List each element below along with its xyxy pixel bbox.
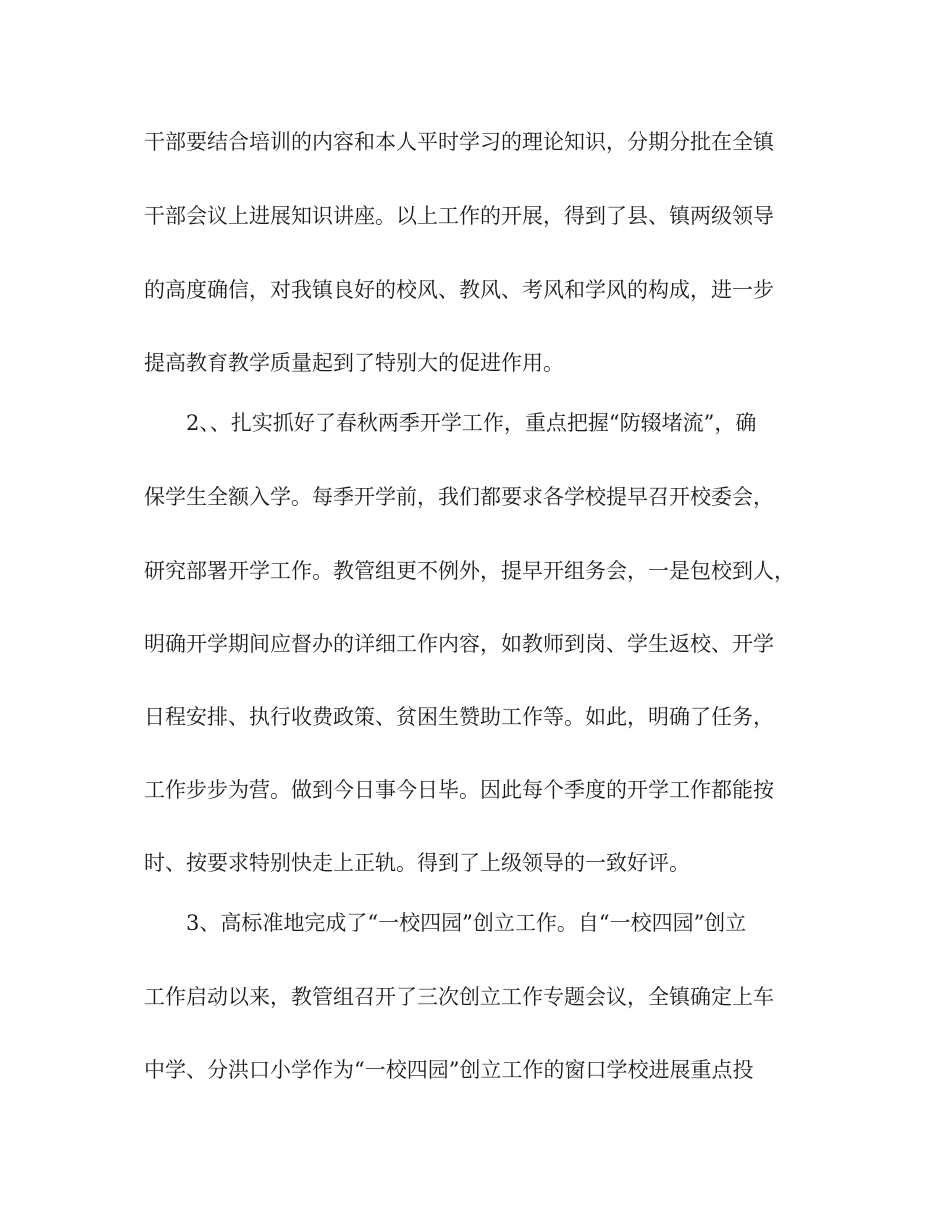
text-line: 提高教育教学质量起到了特别大的促进作用。 (144, 351, 564, 375)
text-line: 明确开学期间应督办的详细工作内容，如教师到岗、学生返校、开学 (144, 632, 774, 656)
text-line: 研究部署开学工作。教管组更不例外，提早开组务会，一是包校到人， (144, 559, 795, 583)
text-line: 日程安排、执行收费政策、贫困生赞助工作等。如此，明确了任务， (144, 705, 774, 729)
text-line: 干部会议上进展知识讲座。以上工作的开展，得到了县、镇两级领导 (144, 204, 774, 228)
text-line: 保学生全额入学。每季开学前，我们都要求各学校提早召开校委会， (144, 485, 774, 509)
text-line: 工作步步为营。做到今日事今日毕。因此每个季度的开学工作都能按 (144, 778, 774, 802)
text-line: 干部要结合培训的内容和本人平时学习的理论知识，分期分批在全镇 (144, 130, 774, 154)
paragraph-start-line: 3、高标准地完成了“一校四园”创立工作。自“一校四园”创立 (186, 911, 747, 935)
text-line: 工作启动以来，教管组召开了三次创立工作专题会议，全镇确定上车 (144, 985, 774, 1009)
text-line: 的高度确信，对我镇良好的校风、教风、考风和学风的构成，进一步 (144, 278, 774, 302)
paragraph-start-line: 2、、扎实抓好了春秋两季开学工作，重点把握“防辍堵流”，确 (186, 411, 757, 435)
text-line: 时、按要求特别快走上正轨。得到了上级领导的一致好评。 (144, 851, 690, 875)
text-line: 中学、分洪口小学作为“一校四园”创立工作的窗口学校进展重点投 (144, 1058, 754, 1082)
